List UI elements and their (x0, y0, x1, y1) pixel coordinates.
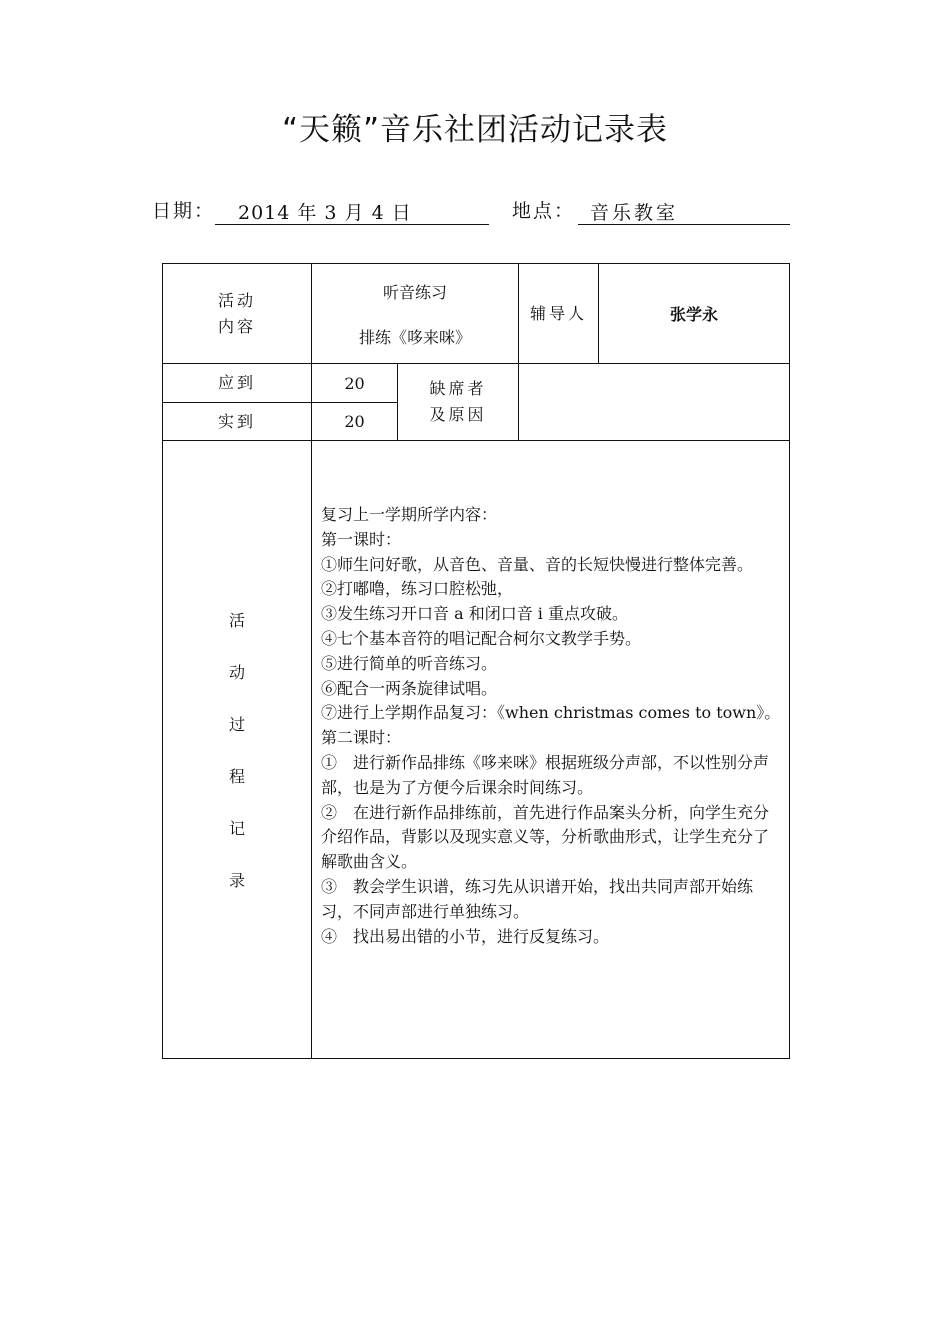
process-line: 第二课时： (321, 728, 402, 748)
process-line: ②打嘟噜，练习口腔松弛， (321, 579, 514, 599)
process-record (312, 441, 790, 1059)
record-table (162, 263, 790, 1059)
process-line: ⑤进行简单的听音练习。 (321, 653, 498, 673)
tutor-label: 辅导人 (519, 264, 599, 364)
place-underline (578, 224, 790, 225)
absent-value (519, 364, 790, 441)
activity-content-label: 活动 内容 (163, 264, 312, 364)
absent-label: 缺席者 及原因 (398, 364, 519, 441)
activity-content-value: 听音练习 排练《哆来咪》 (312, 264, 519, 364)
expected-value: 20 (312, 364, 398, 403)
expected-label: 应到 (163, 364, 312, 403)
process-line: ⑥配合一两条旋律试唱。 (321, 678, 498, 698)
process-line: ③发生练习开口音 a 和闭口音 i 重点攻破。 (321, 604, 629, 624)
process-line: ④ 找出易出错的小节，进行反复练习。 (321, 926, 610, 946)
process-line: ① 进行新作品排练《哆来咪》根据班级分声部，不以性别分声部，也是为了方便今后课余时间练习。 (321, 752, 770, 797)
actual-value: 20 (312, 403, 398, 441)
date-underline (215, 224, 489, 225)
tutor-name: 张学永 (599, 264, 790, 364)
process-line: ④七个基本音符的唱记配合柯尔文教学手势。 (321, 628, 642, 648)
process-line: ③ 教会学生识谱，练习先从识谱开始，找出共同声部开始练习，不同声部进行单独练习。 (321, 876, 754, 921)
process-line: 第一课时： (321, 529, 402, 549)
date-label: 日期： (152, 200, 216, 222)
process-label: 活 动 过 程 记 录 (163, 441, 312, 1059)
process-line: 复习上一学期所学内容： (321, 505, 498, 524)
date-value: 2014 年 3 月 4 日 (238, 202, 412, 224)
process-line: ⑦进行上学期作品复习：《when christmas comes to town》。 (321, 703, 781, 723)
actual-label: 实到 (163, 403, 312, 441)
process-line: ② 在进行新作品排练前，首先进行作品案头分析，向学生充分介绍作品，背影以及现实意义等，分析歌曲形式，让学生充分了解歌曲含义。 (321, 802, 770, 872)
process-line: ①师生问好歌，从音色、音量、音的长短快慢进行整体完善。 (321, 554, 754, 574)
place-label: 地点： (512, 200, 576, 222)
page-title: “天籁”音乐社团活动记录表 (281, 112, 669, 148)
place-value: 音乐教室 (590, 202, 679, 224)
